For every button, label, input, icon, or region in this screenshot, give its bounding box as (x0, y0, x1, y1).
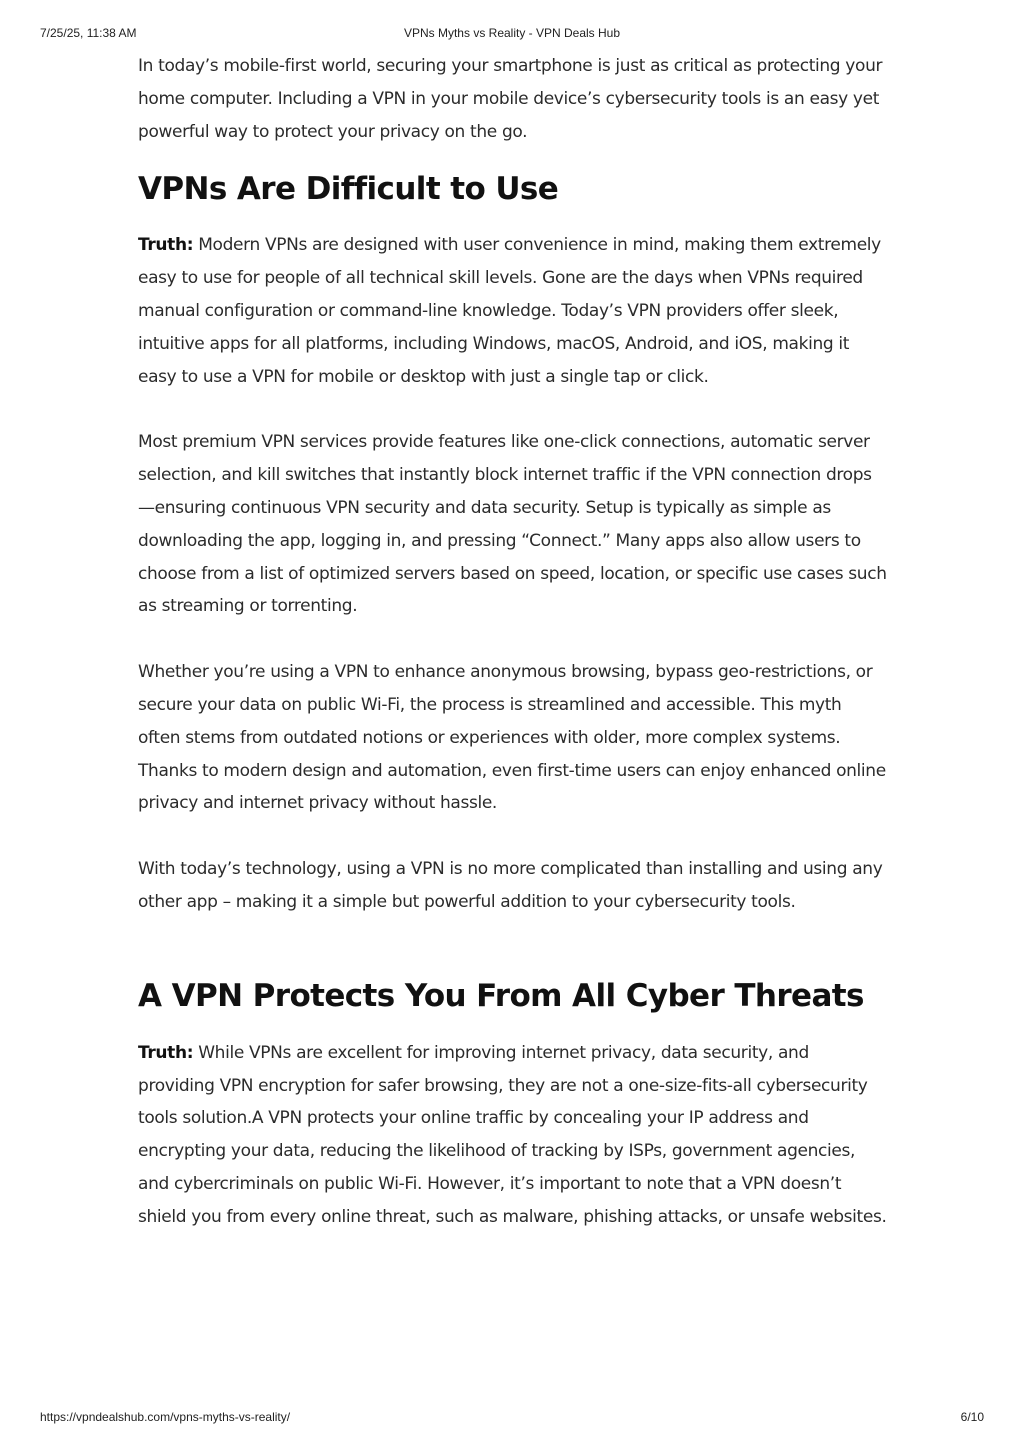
intro-paragraph: In today’s mobile-first world, securing your smartphone is just as critical as protecting your home computer. Including a VPN in your mobile device’s cybersecurity tools is an easy yet powerful way to protect your privacy on the go. (138, 56, 883, 142)
print-page-number: 6/10 (960, 1410, 984, 1424)
heading-vpn-protects-all: A VPN Protects You From All Cyber Threats (138, 977, 864, 1014)
heading-vpns-difficult: VPNs Are Difficult to Use (138, 171, 559, 208)
truth-paragraph-difficult (138, 229, 888, 393)
paragraph-premium-features: Most premium VPN services provide features like one-click connections, automatic server selection, and kill switches that instantly block internet traffic if the VPN connection drops—ensuring continuous VPN security and data security. Setup is typically as simple as downloading the app, logging in, and pressing “Connect.” Many apps also allow users to choose from a list of optimized servers based on speed, location, or specific use cases such as streaming or torrenting. (138, 432, 887, 617)
article-content (138, 50, 888, 1234)
truth-label: Truth: (138, 1042, 194, 1063)
print-header (0, 26, 1024, 46)
print-page-title: VPNs Myths vs Reality - VPN Deals Hub (403, 26, 621, 40)
paragraph-streamlined: Whether you’re using a VPN to enhance anonymous browsing, bypass geo-restrictions, or secure your data on public Wi-Fi, the process is streamlined and accessible. This myth often stems from outdated notions or experiences with older, more complex systems. Thanks to modern design and automation, even first-time users can enjoy enhanced online privacy and internet privacy without hassle. (138, 662, 886, 814)
truth-text: Modern VPNs are designed with user convenience in mind, making them extremely easy to use for people of all technical skill levels. Gone are the days when VPNs required manual configuration or command-line knowledge. Today’s VPN providers offer sleek, intuitive apps for all platforms, including Windows, macOS, Android, and iOS, making it easy to use a VPN for mobile or desktop with just a single tap or click. (138, 235, 881, 387)
print-footer (0, 1410, 1024, 1430)
truth-label: Truth: (138, 235, 194, 256)
print-url: https://vpndealshub.com/vpns-myths-vs-reality/ (40, 1410, 291, 1424)
print-datetime: 7/25/25, 11:38 AM (40, 26, 137, 40)
truth-text: While VPNs are excellent for improving internet privacy, data security, and providing VPN encryption for safer browsing, they are not a one-size-fits-all cybersecurity tools solution.A VPN protects your online traffic by concealing your IP address and encrypting your data, reducing the likelihood of tracking by ISPs, government agencies, and cybercriminals on public Wi-Fi. However, it’s important to note that a VPN doesn’t shield you from every online threat, such as malware, phishing attacks, or unsafe websites. (138, 1042, 887, 1227)
paragraph-todays-technology: With today’s technology, using a VPN is no more complicated than installing and using any other app – making it a simple but powerful addition to your cybersecurity tools. (138, 859, 883, 912)
truth-paragraph-protects (138, 1037, 888, 1234)
